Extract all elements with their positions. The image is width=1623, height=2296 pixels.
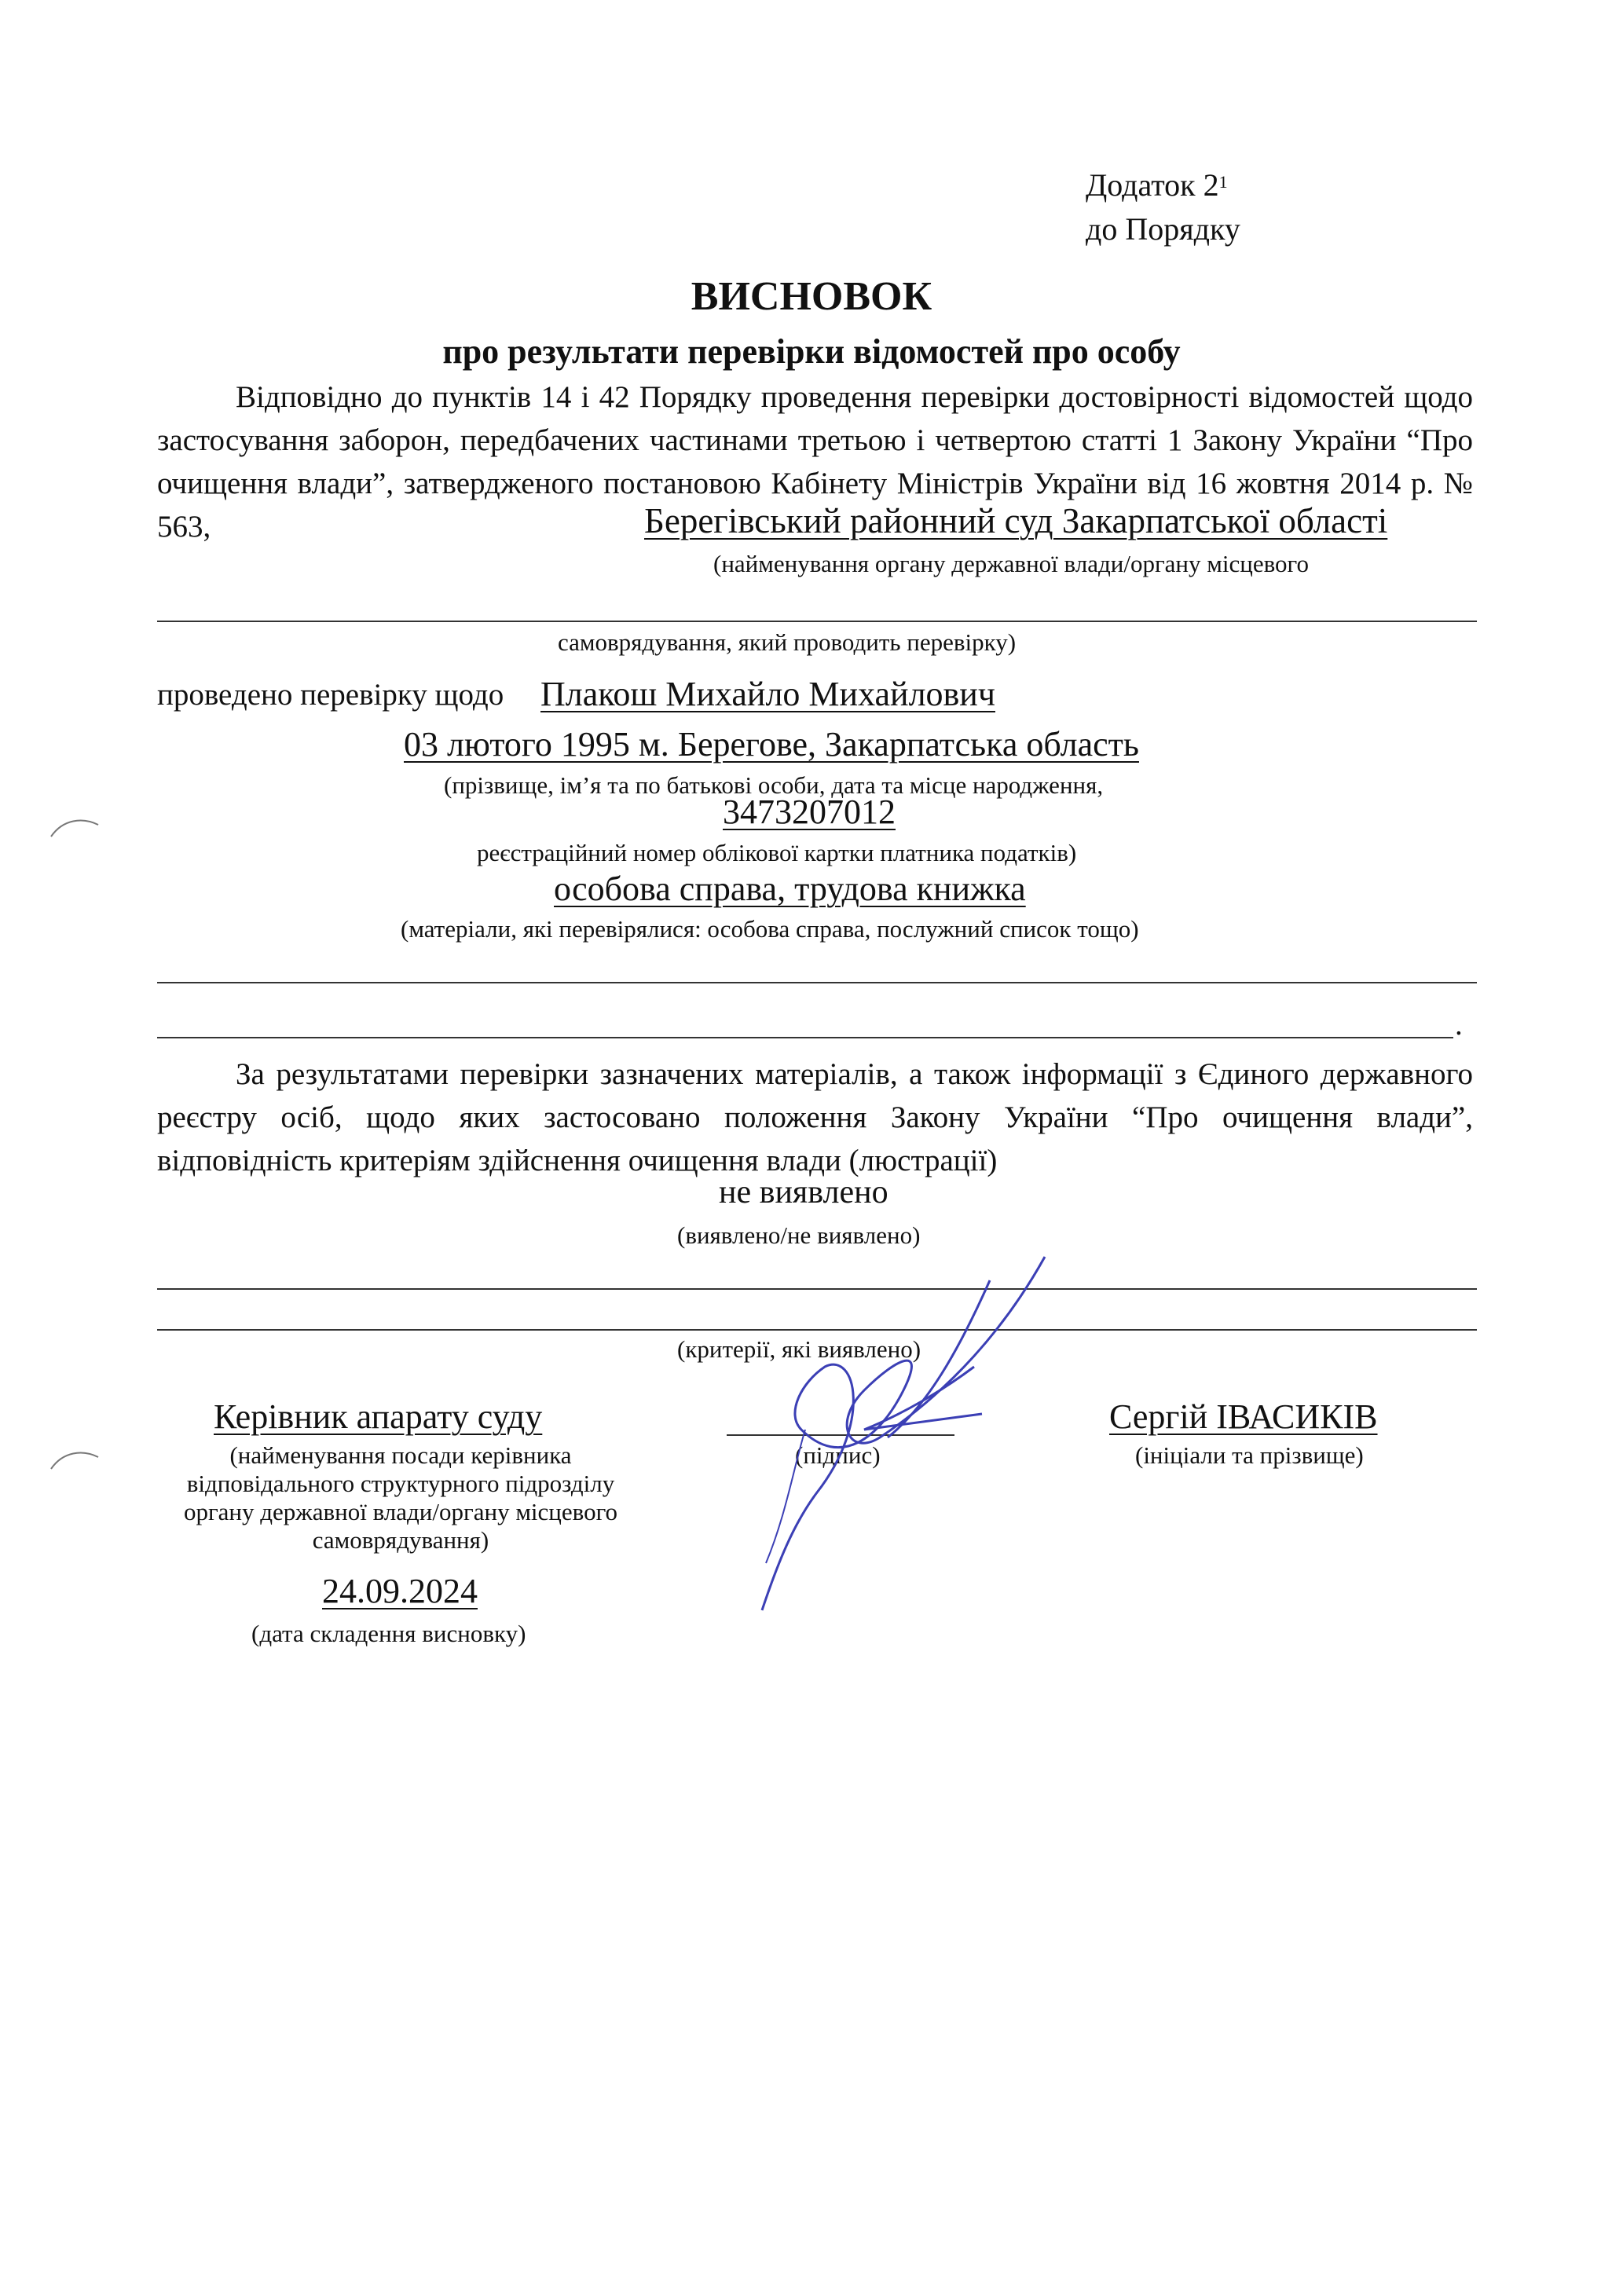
signatory-name: Сергій ІВАСИКІВ: [1109, 1397, 1378, 1436]
document-subtitle: про результати перевірки відомостей про особу: [442, 332, 1181, 371]
conclusion-date: 24.09.2024: [322, 1572, 478, 1610]
position-hint-line2: відповідального структурного підрозділу: [186, 1470, 615, 1497]
punch-mark-top: [47, 813, 102, 844]
position-hint: [141, 1441, 660, 1554]
authority-blank-line: [157, 621, 1477, 622]
materials-hint: (матеріали, які перевірялися: особова справа, послужний список тощо): [401, 915, 1139, 943]
checked-materials: особова справа, трудова книжка: [554, 870, 1026, 908]
result-text: За результатами перевірки зазначених матеріалів, а також інформації з Єдиного державного реєстру осіб, щодо яких застосовано положення Закону України “Про очищення влади”, відповідність критеріям здійснення очищення влади (люстрації): [157, 1057, 1473, 1177]
signatory-position: Керівник апарату суду: [214, 1397, 543, 1436]
position-hint-line4: самоврядування): [312, 1526, 489, 1554]
tax-number: 3473207012: [723, 793, 896, 831]
signatory-name-hint: (ініціали та прізвище): [1135, 1441, 1364, 1469]
result-value: не виявлено: [719, 1174, 888, 1210]
annex-reference: [1086, 163, 1240, 251]
criteria-hint: (критерії, які виявлено): [677, 1335, 921, 1363]
checked-person-prefix: проведено перевірку щодо: [157, 678, 504, 712]
birth-hint: (прізвище, ім’я та по батькові особи, дата та місце народження,: [444, 771, 1104, 799]
annex-superscript: 1: [1218, 172, 1228, 192]
person-name: Плакош Михайло Михайлович: [540, 675, 995, 713]
authority-name: Берегівський районний суд Закарпатської області: [644, 501, 1388, 540]
signature-hint: (підпис): [795, 1441, 881, 1469]
materials-blank-line-2: [157, 1037, 1453, 1038]
authority-hint-1: (найменування органу державної влади/органу місцевого: [713, 550, 1309, 577]
tax-number-hint: реєстраційний номер облікової картки платника податків): [477, 839, 1077, 866]
authority-hint-2: самоврядування, який проводить перевірку): [558, 628, 1017, 656]
handwritten-signature: [746, 1233, 1076, 1626]
annex-line2: до Порядку: [1086, 211, 1240, 247]
annex-line1: Додаток 2: [1086, 167, 1219, 203]
birth-date-place: 03 лютого 1995 м. Берегове, Закарпатська область: [404, 725, 1139, 764]
materials-blank-line-1: [157, 982, 1477, 983]
intro-text: Відповідно до пунктів 14 і 42 Порядку проведення перевірки достовірності відомостей щодо застосування заборон, передбачених частинами третьою і четвертою статті 1 Закону України “Про очищення влади”, затвердженого постановою Кабінету Міністрів України від 16 жовтня 2014 р. № 563,: [157, 380, 1473, 544]
result-value-hint: (виявлено/не виявлено): [677, 1221, 921, 1249]
punch-mark-bottom: [47, 1445, 102, 1477]
conclusion-date-hint: (дата складення висновку): [251, 1620, 526, 1647]
position-hint-line1: (найменування посади керівника: [229, 1441, 572, 1469]
line-end-period: .: [1455, 1008, 1463, 1042]
position-hint-line3: органу державної влади/органу місцевого: [183, 1498, 618, 1525]
document-title: ВИСНОВОК: [691, 274, 932, 319]
result-paragraph: [157, 1053, 1473, 1182]
